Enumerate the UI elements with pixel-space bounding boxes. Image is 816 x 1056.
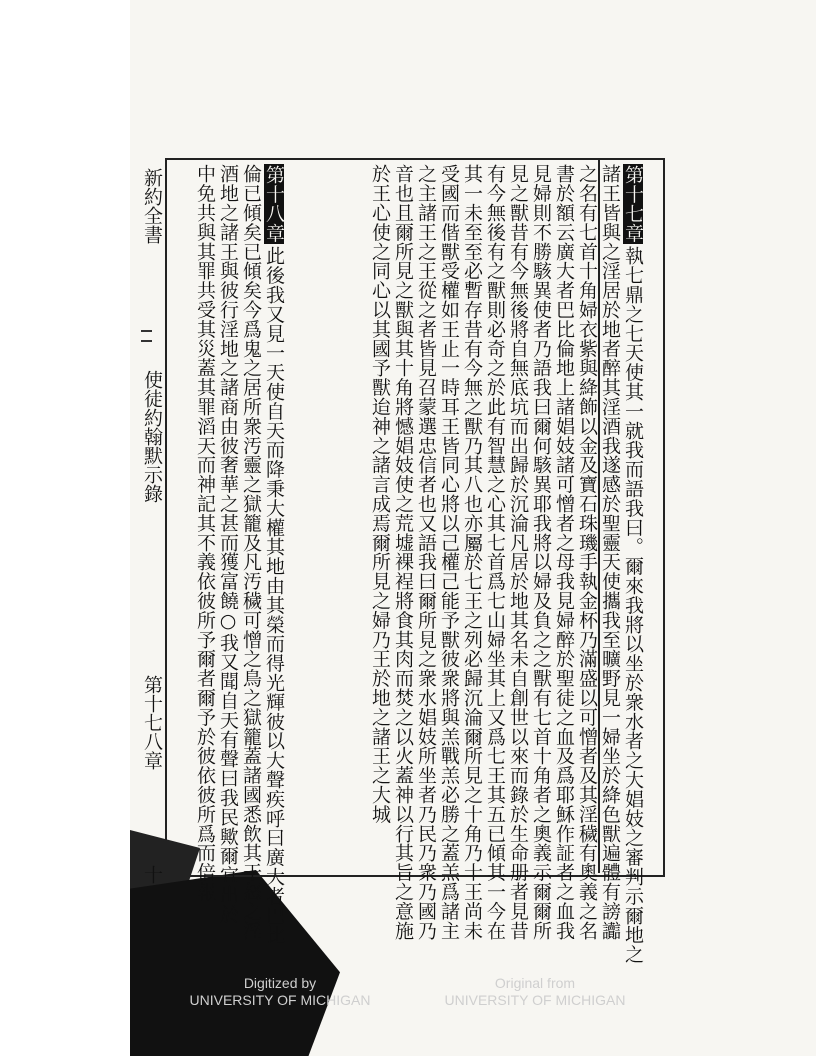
text-column: 此後我又見一天使自天而降秉大權其地由其榮而得光輝彼以大聲疾呼曰廣大者巴比 bbox=[263, 246, 285, 945]
text-column: 其一未至至必暫存昔有今無之獸乃其八也亦屬於七王之列必歸沉淪爾所見之十角乃十王尚未 bbox=[461, 164, 483, 940]
page-number: 十 bbox=[141, 865, 163, 884]
text-column: 受國而偕獸受權如王止一時耳王皆同心將以己權己能予獸彼衆將與羔戰羔必勝之蓋羔爲諸主 bbox=[438, 164, 460, 940]
chapter-18-heading bbox=[264, 164, 284, 244]
watermark-original-line1: Original from bbox=[494, 975, 576, 991]
text-column: 諸王皆與之淫居於地者醉其淫酒我遂感於聖靈天使攜我至曠野見一婦坐於絳色獸遍體有謗讟 bbox=[599, 164, 621, 940]
chapter-17-heading bbox=[623, 164, 643, 244]
chapter-17-label: 第十七章 bbox=[622, 165, 644, 243]
text-column: 於王心使之同心以其國予獸迨神之諸言成焉爾所見之婦乃王於地之諸王之大城 bbox=[369, 164, 391, 824]
watermark-original bbox=[440, 975, 630, 1009]
text-column: 見婦則不勝駭異使者乃語我曰爾何駭異耶我將以婦及負之之獸有七首十角者之奧義示爾爾所 bbox=[530, 164, 552, 940]
book-title: 新約全書 bbox=[141, 168, 163, 244]
text-column: 見之獸昔有今無後將自無底坑而出歸於沉淪凡居於地其名未自創世以來而錄於生命册者見昔 bbox=[507, 164, 529, 940]
page-left-margin bbox=[0, 0, 130, 1056]
watermark-digitized bbox=[185, 975, 375, 1009]
chapter-range: 第十七八章 bbox=[141, 675, 163, 770]
title-ornament bbox=[141, 330, 152, 342]
text-column: 書於額云廣大者巴比倫地上諸娼妓諸可憎者之母我見婦醉於聖徒之血及爲耶穌作証者之血我 bbox=[553, 164, 575, 940]
text-column: 倫已傾矣已傾矣今爲鬼之居所衆汚靈之獄籠及凡汚穢可憎之鳥之獄籠蓋諸國悉飲其干怒之淫 bbox=[240, 164, 262, 940]
text-column: 執七鼎之七天使其一就我而語我曰。爾來我將以坐於衆水者之大娼妓之審判示爾地之 bbox=[622, 246, 644, 964]
text-column: 之名有七首十角婦衣紫與絳飾以金及寶石珠璣手執金杯乃滿盛以可憎者及其淫穢有奧義之名 bbox=[576, 164, 598, 940]
watermark-digitized-line2: UNIVERSITY OF MICHIGAN bbox=[189, 992, 371, 1008]
watermark-original-line2: UNIVERSITY OF MICHIGAN bbox=[444, 992, 626, 1008]
watermark-digitized-line1: Digitized by bbox=[243, 975, 317, 991]
text-column: 音也且爾所見之獸與其十角將憾娼妓使之荒墟裸裎將食其肉而焚之以火蓋神以行其旨之意施 bbox=[392, 164, 414, 940]
text-column: 中免共與其罪共受其災蓋其罪滔天而神記其不義依彼所予爾者爾予於彼依彼所爲而倍報 bbox=[194, 164, 216, 902]
text-column: 有今無後有之獸則必奇之於此有智慧之心其七首爲七山婦坐其上又爲七王其五已傾其一今在 bbox=[484, 164, 506, 940]
text-column: 酒地之諸王與彼行淫地之諸商由彼奢華之甚而獲富饒○我又聞自天有聲曰我民歟爾宜出於 bbox=[217, 164, 239, 924]
section-title: 使徒約翰默示錄 bbox=[141, 370, 163, 503]
text-column: 之主諸王之王從之者皆見召蒙選忠信者也又語我曰爾所見之衆水娼妓所坐者乃民乃衆乃國乃 bbox=[415, 164, 437, 940]
chapter-18-label: 第十八章 bbox=[263, 165, 285, 243]
